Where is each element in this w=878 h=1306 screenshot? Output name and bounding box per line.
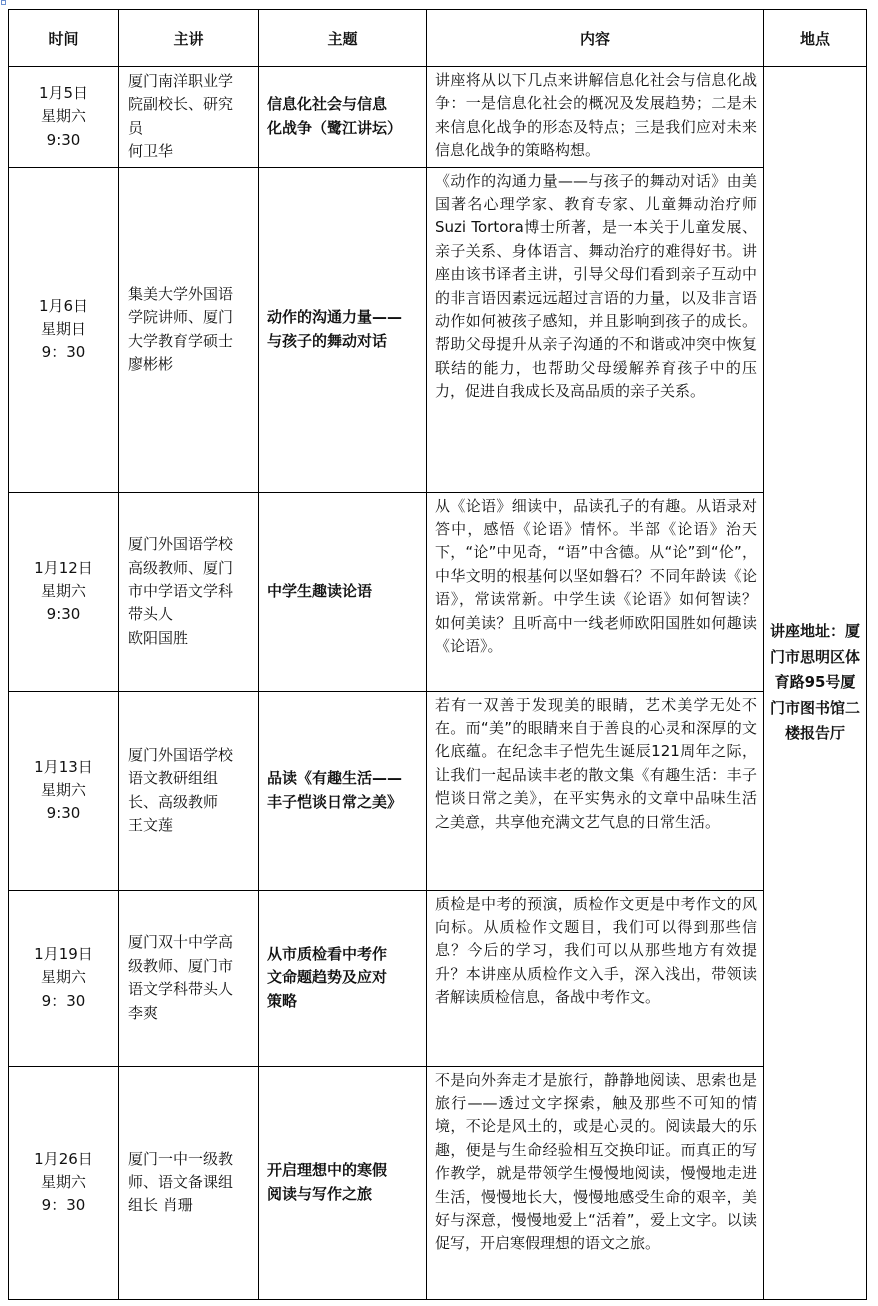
- time-line: 1月6日: [38, 296, 89, 315]
- speaker-line: 集美大学外国语: [128, 284, 234, 303]
- time-line: 9：30: [41, 343, 86, 362]
- content-text: 若有一双善于发现美的眼睛，艺术美学无处不在。而“美”的眼睛来自于善良的心灵和深厚的文化底蕴。在纪念丰子恺先生诞辰121周年之际，让我们一起品读丰老的散文集《有趣生活：丰子恺谈日常之美》，在平实隽永的文章中品味生活之美意，共享他充满文艺气息的日常生活。: [435, 695, 757, 831]
- speaker-cell: [119, 167, 259, 492]
- content-cell: [427, 167, 764, 492]
- speaker-line: 厦门南洋职业学: [128, 72, 234, 90]
- content-cell: [427, 67, 764, 168]
- time-cell: [9, 67, 119, 168]
- header-place: 地点: [764, 10, 867, 67]
- speaker-line: 长、高级教师: [128, 792, 219, 811]
- topic-cell: [259, 1066, 427, 1299]
- table-row: [9, 67, 867, 168]
- speaker-line: 厦门外国语学校: [128, 535, 234, 554]
- header-content: 内容: [427, 10, 764, 67]
- topic-cell: [259, 492, 427, 691]
- table-row: [9, 1066, 867, 1299]
- content-text: 不是向外奔走才是旅行，静静地阅读、思索也是旅行——透过文字探索，触及那些不可知的情境，不论是风土的，或是心灵的。阅读最大的乐趣，便是与生命经验相互交换印证。而真正的写作教学，就是带领学生慢慢地阅读，慢慢地走进生活，慢慢地长大，慢慢地感受生命的艰辛，美好与深意，慢慢地爱上“活着”，爱上文字。以读促写，开启寒假理想的语文之旅。: [435, 1070, 757, 1253]
- time-line: 星期六: [40, 780, 86, 799]
- content-cell: [427, 890, 764, 1066]
- speaker-line: 高级教师、厦门: [128, 558, 234, 577]
- speaker-line: 廖彬彬: [128, 355, 174, 374]
- speaker-cell: [119, 492, 259, 691]
- topic-line: 策略: [267, 991, 298, 1010]
- lecture-schedule-table: [8, 9, 867, 1300]
- place-cell: [764, 67, 867, 1300]
- header-row: [9, 10, 867, 67]
- speaker-line: 级教师、厦门市: [128, 956, 234, 975]
- topic-line: 中学生趣读论语: [267, 581, 373, 600]
- speaker-line: 欧阳国胜: [128, 628, 189, 647]
- table-row: [9, 691, 867, 890]
- topic-line: 化战争（鹭江讲坛）: [267, 118, 403, 137]
- time-cell: [9, 1066, 119, 1299]
- speaker-line: 厦门双十中学高: [128, 933, 234, 952]
- topic-line: 从市质检看中考作: [267, 945, 388, 964]
- speaker-line: 厦门一中一级教: [128, 1149, 234, 1168]
- topic-line: 阅读与写作之旅: [267, 1184, 373, 1203]
- place-text: 讲座地址：厦门市思明区体育路95号厦门市图书馆二楼报告厅: [770, 622, 861, 743]
- speaker-line: 学院讲师、厦门: [128, 308, 234, 327]
- speaker-line: 院副校长、研究: [128, 95, 234, 114]
- speaker-line: 语文教研组组: [128, 769, 219, 788]
- topic-line: 文命题趋势及应对: [267, 968, 388, 987]
- speaker-line: 带头人: [128, 605, 174, 624]
- time-cell: [9, 167, 119, 492]
- topic-line: 信息化社会与信息: [267, 95, 388, 114]
- topic-line: 动作的沟通力量——: [267, 308, 403, 327]
- table-row: [9, 890, 867, 1066]
- content-text: 讲座将从以下几点来讲解信息化社会与信息化战争：一是信息化社会的概况及发展趋势；二是未来信息化战争的形态及特点；三是我们应对未来信息化战争的策略构想。: [435, 71, 757, 160]
- time-line: 1月5日: [38, 83, 89, 102]
- topic-cell: [259, 691, 427, 890]
- content-text: 从《论语》细读中，品读孔子的有趣。从语录对答中，感悟《论语》情怀。半部《论语》治天下，“论”中见奇，“语”中含德。从“论”到“伦”，中华文明的根基何以坚如磐石？不同年龄读《论语》，常读常新。中学生读《论语》如何智读？如何美读？且听高中一线老师欧阳国胜如何趣读《论语》。: [435, 496, 757, 656]
- content-cell: [427, 1066, 764, 1299]
- table-row: [9, 167, 867, 492]
- time-line: 1月19日: [34, 945, 93, 964]
- topic-line: 开启理想中的寒假: [267, 1161, 388, 1180]
- header-speaker: 主讲: [119, 10, 259, 67]
- speaker-line: 厦门外国语学校: [128, 745, 234, 764]
- header-time: 时间: [9, 10, 119, 67]
- topic-cell: [259, 167, 427, 492]
- time-line: 1月13日: [34, 757, 93, 776]
- speaker-line: 王文莲: [128, 816, 174, 835]
- speaker-cell: [119, 67, 259, 168]
- time-cell: [9, 691, 119, 890]
- time-cell: [9, 492, 119, 691]
- time-line: 星期六: [40, 581, 86, 600]
- time-line: 星期六: [40, 968, 86, 987]
- speaker-line: 何卫华: [128, 142, 174, 161]
- content-cell: [427, 691, 764, 890]
- speaker-cell: [119, 1066, 259, 1299]
- table-row: [9, 492, 867, 691]
- speaker-line: 组长 肖珊: [128, 1196, 193, 1215]
- topic-line: 与孩子的舞动对话: [267, 331, 388, 350]
- time-line: 星期六: [40, 1172, 86, 1191]
- time-line: 星期日: [40, 319, 86, 338]
- topic-cell: [259, 890, 427, 1066]
- time-line: 1月12日: [34, 558, 93, 577]
- speaker-cell: [119, 691, 259, 890]
- speaker-line: 大学教育学硕士: [128, 331, 234, 350]
- time-line: 9：30: [41, 991, 86, 1010]
- time-line: 星期六: [40, 107, 86, 126]
- time-cell: [9, 890, 119, 1066]
- content-text: 《动作的沟通力量——与孩子的舞动对话》由美国著名心理学家、教育专家、儿童舞动治疗师Suzi Tortora博士所著，是一本关于儿童发展、亲子关系、身体语言、舞动治疗的难得好书。讲座由该书译者主讲，引导父母们看到亲子互动中的非言语因素远远超过言语的力量，以及非言语动作如何被孩子感知，并且影响到孩子的成长。帮助父母提升从亲子沟通的不和谐或冲突中恢复联结的能力，也帮助父母缓解养育孩子中的压力，促进自我成长及高品质的亲子关系。: [435, 171, 757, 401]
- table-anchor-icon: [1, 0, 6, 5]
- time-line: 1月26日: [34, 1149, 93, 1168]
- speaker-line: 李爽: [128, 1003, 159, 1022]
- content-cell: [427, 492, 764, 691]
- time-line: 9:30: [46, 605, 81, 624]
- speaker-line: 师、语文备课组: [128, 1172, 234, 1191]
- speaker-cell: [119, 890, 259, 1066]
- time-line: 9:30: [46, 130, 81, 149]
- header-topic: 主题: [259, 10, 427, 67]
- topic-line: 丰子恺谈日常之美》: [267, 792, 403, 811]
- content-text: 质检是中考的预演，质检作文更是中考作文的风向标。从质检作文题目，我们可以得到那些信息？今后的学习，我们可以从那些地方有效提升？本讲座从质检作文入手，深入浅出，带领读者解读质检信息，备战中考作文。: [435, 894, 757, 1007]
- speaker-line: 语文学科带头人: [128, 980, 234, 999]
- speaker-line: 员: [128, 118, 144, 137]
- speaker-line: 市中学语文学科: [128, 581, 234, 600]
- topic-cell: [259, 67, 427, 168]
- topic-line: 品读《有趣生活——: [267, 769, 403, 788]
- time-line: 9：30: [41, 1196, 86, 1215]
- time-line: 9:30: [46, 804, 81, 823]
